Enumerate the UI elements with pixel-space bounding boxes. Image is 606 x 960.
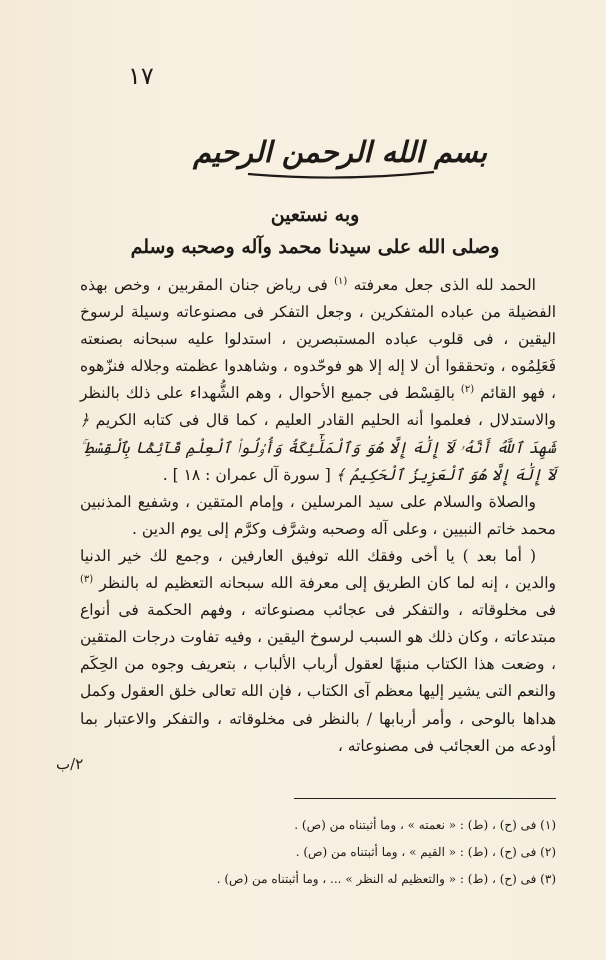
basmala-text: بسم الله الرحمن الرحيم — [192, 135, 488, 169]
footnote-ref-2: (٢) — [460, 384, 475, 396]
folio-marker: ٢/ب — [56, 755, 84, 773]
footnote-divider — [294, 798, 556, 799]
verse-reference: [ سورة آل عمران : ١٨ ] . — [162, 465, 336, 484]
page-number: ١٧ — [128, 62, 154, 90]
footnote-ref-3: (٣) — [80, 573, 94, 585]
heading-salutation: وصلى الله على سيدنا محمد وآله وصحبه وسلم — [130, 236, 500, 258]
footnote-ref-1: (١) — [334, 275, 348, 287]
text-segment: ( أما بعد ) يا أخى وفقك الله توفيق العارفين ، وجمع لك خير الدنيا والدين ، إنه لما كان الطريق إلى معرفة الله سبحانه التعظيم له بالنظر — [80, 546, 556, 593]
text-segment: بالقِسْط فى جميع الأحوال ، وهم الشُّهداء على ذلك بالنظر والاستدلال ، فعلموا أنه الحليم القادر العليم ، كما قال فى كتابه الكريم — [80, 384, 556, 430]
main-text — [80, 272, 556, 760]
text-segment: فى مخلوقاته ، والتفكر فى عجائب مصنوعاته ، وفهم الحكمة فى أنواع مبتدعاته ، وكان ذلك هو السبب لرسوخ اليقين ، وفيه تفاوت درجات المتقين ، وضعت هذا الكتاب منبهًا لعقول أرباب الألباب ، بتعريف وجوه من الحِكَم والنعم التى يشير إليها معظم آى الكتاب ، فإن الله تعالى خلق العقول وكمل هداها بالوحى ، وأمر أربابها / بالنظر فى مخلوقاته ، والتفكر والاعتبار بما أودعه من العجائب فى مصنوعاته ، — [80, 601, 556, 755]
quran-verse: ﴿ شَهِدَ ٱللَّهُ أَنَّهُۥ لَآ إِلَٰهَ إِلَّا هُوَ وَٱلْمَلَٰٓئِكَةُ وَأُو۟لُوا۟ ٱلْعِلْمِ قَآئِمًۢا بِٱلْقِسْطِ ۚ لَآ إِلَٰهَ إِلَّا هُوَ ٱلْعَزِيزُ ٱلْحَكِيمُ ﴾ — [80, 411, 556, 484]
footnote-2: (٢) فى (ح) ، (ط) : « القيم » ، وما أثبتناه من (ص) . — [295, 845, 556, 859]
footnotes — [180, 812, 556, 893]
text-segment: الحمد لله الذى جعل معرفته — [347, 276, 536, 294]
paragraph-praise — [80, 272, 556, 489]
heading-invocation: وبه نستعين — [270, 204, 360, 226]
footnote-1: (١) فى (ح) ، (ط) : « نعمته » ، وما أثبتناه من (ص) . — [294, 818, 556, 832]
paragraph-salutation: والصلاة والسلام على سيد المرسلين ، وإمام المتقين ، وشفيع المذنبين محمد خاتم النبيين ، وعلى آله وصحبه وشرَّف وكرَّم إلى يوم الدين . — [80, 492, 556, 538]
basmala-calligraphy — [192, 128, 488, 182]
paragraph-amma-bad — [80, 543, 556, 760]
text-segment: فى رياض جنان المقربين ، وخص بهذه الفضيلة من عباده المتفكرين ، وجعل التفكر فى مصنوعاته وسيلة لرسوخ اليقين ، فى قلوب عباده المستبصرين ، استدلوا عليه سبحانه بصنعته فَعَلِمُوه ، وتحققوا أن لا إله إلا هو فوحّدوه ، وشاهدوا عظمته وجلاله فنزّهوه ، فهو القائم — [80, 276, 556, 403]
footnote-3: (٣) فى (ح) ، (ط) : « والتعظيم له النظر » ... ، وما أثبتناه من (ص) . — [216, 872, 556, 886]
